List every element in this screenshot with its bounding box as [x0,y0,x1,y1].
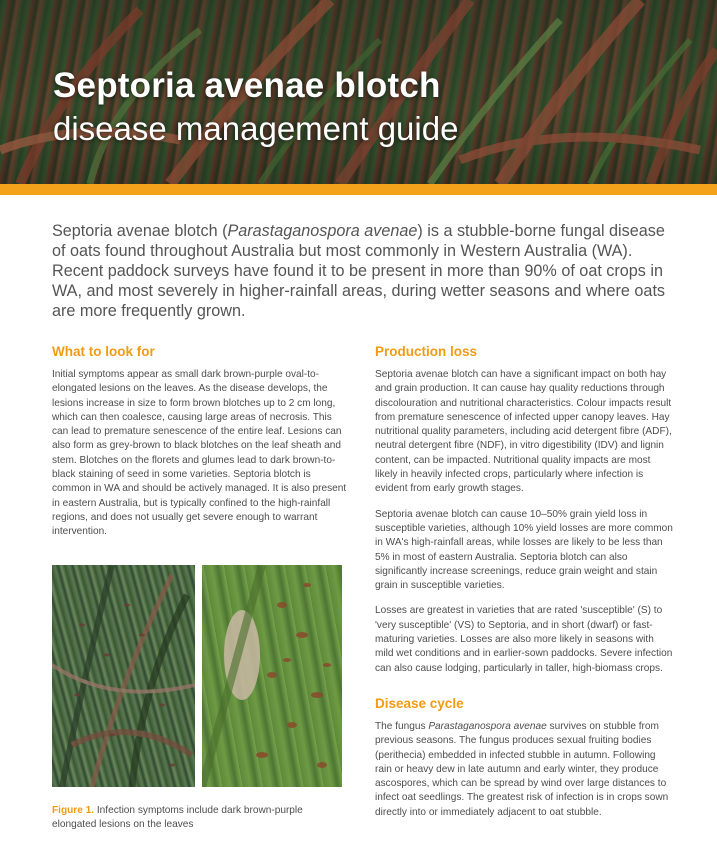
production-loss-paragraph-3: Losses are greatest in varieties that are rated 'susceptible' (S) to 'very susceptible' (VS) to Septoria, and in short (dwarf) or fast-maturing varieties. Losses are also more likely in seasons with mild wet conditions and in earlier-sown paddocks. Severe infection can also cause lodging, particularly in taller, high-biomass crops. [375,605,673,674]
intro-text-end: ) is a stubble-borne fungal disease of oats found throughout Australia but most commonly in Western Australia (WA). Recent paddock surveys have found it to be present in more than 90% of oat crops in WA, and most severely in higher-rainfall areas, during wetter seasons and where oats are more frequently grown. [52,222,666,320]
left-column [52,344,348,540]
page-title: Septoria avenae blotch [53,66,441,105]
figure-1-photos [52,565,342,787]
intro-text-start: Septoria avenae blotch ( [52,222,228,240]
disease-cycle-text-end: survives on stubble from previous seasons. The fungus produces sexual fruiting bodies (perithecia) embedded in infected stubble in autumn. Following rain or heavy dew in late autumn and early winter, they produce ascospores, which can be spread by wind over large distances to infect oat seedlings. The greatest risk of infection is in crops sown directly into or immediately adjacent to oat stubble. [375,720,669,818]
what-to-look-for-text: Initial symptoms appear as small dark brown-purple oval-to-elongated lesions on the leaves. As the disease develops, the lesions increase in size to form brown blotches up to 2 cm long, which can then coalesce, causing large areas of necrosis. This can lead to premature senescence of the entire leaf. Lesions can also form as grey-brown to black blotches on the leaf sheath and stem. Blotches on the florets and glumes lead to dark brown-to-black staining of seed in some varieties. Septoria blotch is common in WA and should be actively managed. It is also present in eastern Australia, but is typically confined to the high-rainfall regions, and does not usually get severe enough to warrant intervention. [52,369,347,538]
intro-species-name: Parastaganospora avenae [227,222,418,240]
figure-photo-leaf-lesions [202,565,342,787]
header-banner [0,0,717,184]
what-to-look-for-heading: What to look for [52,344,155,359]
production-loss-paragraph-2: Septoria avenae blotch can cause 10–50% grain yield loss in susceptible varieties, although 10% yield losses are more common in WA's high-rainfall areas, while losses are likely to be less than 5% in most of eastern Australia. Septoria blotch can also significantly increase screenings, reduce grain weight and stain grain in susceptible varieties. [375,508,673,592]
right-column [375,344,675,820]
disease-cycle-species-name: Parastaganospora avenae [428,720,547,732]
production-loss-heading: Production loss [375,344,478,359]
intro-paragraph [52,221,667,321]
production-loss-paragraph-1: Septoria avenae blotch can have a significant impact on both hay and grain production. It can cause hay quality reductions through discolouration and nutritional characteristics. Colour impacts result from premature senescence of infected upper canopy leaves. Hay nutritional quality parameters, including acid detergent fibre (ADF), neutral detergent fibre (NDF), in vitro digestibility (IDV) and lignin content, can be impacted. Nutritional quality impacts are most likely in heavily infected crops, particularly where infection is evident from early growth stages. [375,369,672,495]
accent-bar [0,184,717,195]
disease-cycle-text [375,720,675,820]
figure-caption-text: Infection symptoms include dark brown-purple elongated lesions on the leaves [52,805,303,830]
figure-label: Figure 1. [52,805,95,816]
figure-photo-oat-plants [52,565,195,787]
disease-cycle-text-start: The fungus [375,720,429,732]
disease-cycle-heading: Disease cycle [375,695,464,711]
page-subtitle: disease management guide [53,110,459,147]
figure-caption [52,804,348,832]
